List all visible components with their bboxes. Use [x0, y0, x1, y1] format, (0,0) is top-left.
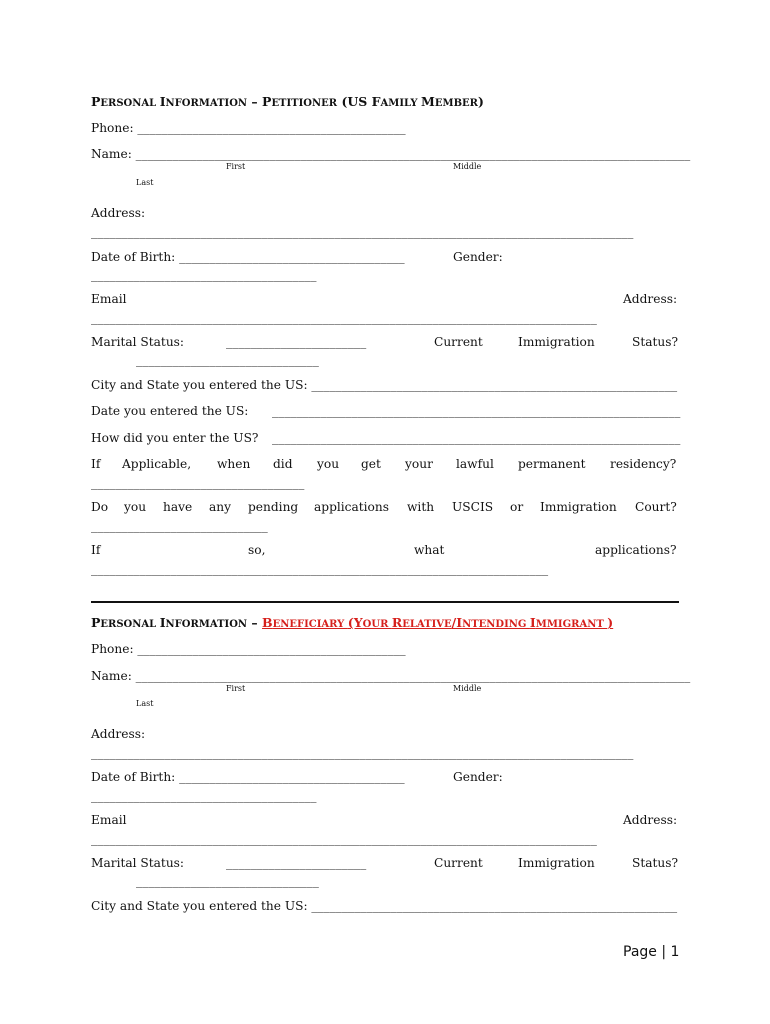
pending-word: you	[124, 500, 147, 514]
address-label: Address:	[91, 206, 146, 220]
status-label: Status?	[632, 856, 679, 870]
pending-word: Immigration	[540, 500, 617, 514]
status-label: Status?	[632, 335, 679, 349]
pending-word: Court?	[635, 500, 677, 514]
residency-word: you	[317, 457, 340, 471]
gender-label: Gender:	[453, 250, 503, 264]
pending-word: USCIS	[452, 500, 494, 514]
dob-field[interactable]: Date of Birth: _____________________________________	[91, 250, 405, 264]
page-number: Page | 1	[623, 944, 680, 960]
email-label: Email	[91, 292, 127, 306]
pending-word: with	[407, 500, 435, 514]
status-field[interactable]: ______________________________	[136, 353, 319, 367]
gender-field[interactable]: _____________________________________	[91, 268, 317, 282]
address-field[interactable]: _________________________________________________________________________________________	[91, 225, 634, 239]
current-label: Current	[434, 335, 483, 349]
pending-word: applications	[314, 500, 389, 514]
residency-word: Applicable,	[122, 457, 192, 471]
applications-word: applications?	[595, 543, 677, 557]
email-address-label: Address:	[623, 292, 678, 306]
last-label: Last	[136, 178, 154, 187]
applications-word: what	[414, 543, 445, 557]
residency-word: when	[217, 457, 251, 471]
applications-field[interactable]: ___________________________________________________________________________	[91, 562, 549, 576]
phone-field[interactable]: Phone: ____________________________________________	[91, 642, 406, 656]
residency-field[interactable]: ___________________________________	[91, 476, 305, 490]
email-label: Email	[91, 813, 127, 827]
pending-word: any	[209, 500, 232, 514]
last-label: Last	[136, 699, 154, 708]
how-entered-field[interactable]: ___________________________________________________________________	[272, 431, 681, 445]
marital-field[interactable]: _______________________	[226, 335, 367, 349]
marital-label: Marital Status:	[91, 335, 185, 349]
city-field[interactable]: City and State you entered the US: ____________________________________________________________	[91, 899, 678, 913]
middle-label: Middle	[453, 684, 482, 693]
pending-field[interactable]: _____________________________	[91, 519, 268, 533]
dob-field[interactable]: Date of Birth: _____________________________________	[91, 770, 405, 784]
name-field[interactable]: Name: ___________________________________________________________________________________________	[91, 669, 691, 683]
current-label: Current	[434, 856, 483, 870]
applications-word: so,	[248, 543, 266, 557]
email-address-label: Address:	[623, 813, 678, 827]
residency-word: get	[361, 457, 381, 471]
pending-word: pending	[248, 500, 299, 514]
gender-label: Gender:	[453, 770, 503, 784]
immigration-label: Immigration	[518, 856, 595, 870]
marital-field[interactable]: _______________________	[226, 856, 367, 870]
residency-word: did	[273, 457, 293, 471]
residency-word: lawful	[456, 457, 494, 471]
city-field[interactable]: City and State you entered the US: ____________________________________________________________	[91, 378, 678, 392]
email-field[interactable]: ___________________________________________________________________________________	[91, 311, 597, 325]
address-label: Address:	[91, 727, 146, 741]
address-field[interactable]: _________________________________________________________________________________________	[91, 746, 634, 760]
pending-word: or	[510, 500, 524, 514]
first-label: First	[226, 162, 246, 171]
pending-word: Do	[91, 500, 109, 514]
beneficiary-heading: PERSONAL INFORMATION – BENEFICIARY (YOUR RELATIVE/INTENDING IMMIGRANT )	[91, 615, 614, 630]
residency-word: permanent	[518, 457, 586, 471]
applications-word: If	[91, 543, 101, 557]
residency-word: If	[91, 457, 101, 471]
residency-word: your	[405, 457, 433, 471]
name-field[interactable]: Name: ___________________________________________________________________________________________	[91, 147, 691, 161]
residency-word: residency?	[610, 457, 677, 471]
pending-word: have	[163, 500, 193, 514]
status-field[interactable]: ______________________________	[136, 874, 319, 888]
first-label: First	[226, 684, 246, 693]
date-entered-field[interactable]: ___________________________________________________________________	[272, 404, 681, 418]
section-divider	[91, 601, 679, 603]
gender-field[interactable]: _____________________________________	[91, 789, 317, 803]
how-entered-label: How did you enter the US?	[91, 431, 259, 445]
date-entered-label: Date you entered the US:	[91, 404, 249, 418]
middle-label: Middle	[453, 162, 482, 171]
marital-label: Marital Status:	[91, 856, 185, 870]
email-field[interactable]: ___________________________________________________________________________________	[91, 832, 597, 846]
petitioner-heading: PERSONAL INFORMATION – PETITIONER (US FAMILY MEMBER)	[91, 94, 484, 109]
immigration-label: Immigration	[518, 335, 595, 349]
phone-field[interactable]: Phone: ____________________________________________	[91, 121, 406, 135]
